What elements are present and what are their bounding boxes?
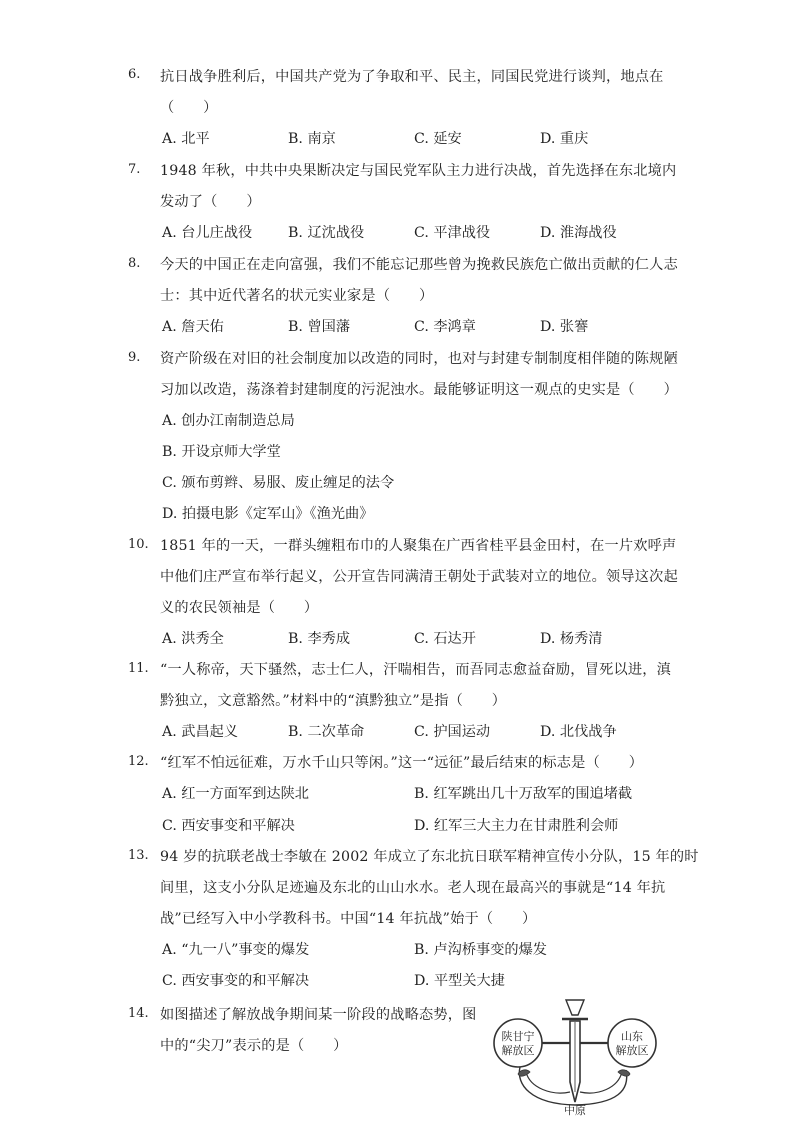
option-a[interactable]: A. “九一八”事变的爆发	[162, 942, 310, 958]
question-text-line: “红军不怕远征难，万水千山只等闲。”这一“远征”最后结束的标志是（ ）	[160, 755, 644, 771]
question-number: 11.	[128, 661, 149, 676]
dagger-icon	[562, 1000, 588, 1102]
option-d[interactable]: D. 拍摄电影《定军山》《渔光曲》	[162, 506, 374, 522]
question-text-line: 今天的中国正在走向富强，我们不能忘记那些曾为挽救民族危亡做出贡献的仁人志	[160, 257, 678, 273]
question-text-line: 中他们庄严宣布举行起义，公开宣告同满清王朝处于武装对立的地位。领导这次起	[160, 569, 678, 585]
option-a[interactable]: A. 红一方面军到达陕北	[162, 786, 309, 802]
option-a[interactable]: A. 武昌起义	[162, 724, 239, 740]
option-b[interactable]: B. 红军跳出几十万敌军的围追堵截	[414, 786, 633, 802]
question-text-line: 间里，这支小分队足迹遍及东北的山山水水。老人现在最高兴的事就是“14 年抗	[160, 880, 666, 896]
question-number: 10.	[128, 537, 149, 552]
left-region-label-2: 解放区	[501, 1044, 535, 1057]
right-region-label-2: 解放区	[615, 1044, 649, 1057]
question-text-line: 1948 年秋，中共中央果断决定与国民党军队主力进行决战，首先选择在东北境内	[160, 163, 677, 179]
question-text-line: 士：其中近代著名的状元实业家是（ ）	[160, 288, 434, 304]
option-a[interactable]: A. 詹天佑	[162, 319, 224, 335]
question-number: 8.	[128, 256, 141, 271]
option-c[interactable]: C. 西安事变和平解决	[162, 818, 295, 834]
option-b[interactable]: B. 曾国藩	[288, 319, 351, 335]
question-text-line: 战”已经写入中小学教科书。中国“14 年抗战”始于（ ）	[160, 911, 537, 927]
option-b[interactable]: B. 卢沟桥事变的爆发	[414, 942, 547, 958]
question-number: 9.	[128, 350, 141, 365]
option-d[interactable]: D. 杨秀清	[540, 631, 603, 647]
option-a[interactable]: A. 创办江南制造总局	[162, 413, 295, 429]
question-text-line: 资产阶级在对旧的社会制度加以改造的同时，也对与封建专制制度相伴随的陈规陋	[160, 351, 678, 367]
option-a[interactable]: A. 台儿庄战役	[162, 225, 253, 241]
option-b[interactable]: B. 开设京师大学堂	[162, 444, 281, 460]
option-b[interactable]: B. 南京	[288, 131, 336, 147]
left-arm-line	[526, 1072, 570, 1093]
option-d[interactable]: D. 重庆	[540, 131, 589, 147]
option-c[interactable]: C. 颁布剪辫、易服、废止缠足的法令	[162, 475, 395, 491]
option-c[interactable]: C. 延安	[414, 131, 462, 147]
left-region-label-1: 陕甘宁	[501, 1030, 535, 1043]
right-region-label-1: 山东	[621, 1030, 643, 1043]
question-text-line: 黔独立，文意豁然。”材料中的“滇黔独立”是指（ ）	[160, 693, 507, 709]
question-text-line: 中的“尖刀”表示的是（ ）	[160, 1038, 348, 1054]
question-number: 7.	[128, 162, 141, 177]
option-d[interactable]: D. 红军三大主力在甘肃胜利会师	[414, 818, 619, 834]
option-c[interactable]: C. 平津战役	[414, 225, 491, 241]
right-arm-line	[580, 1072, 622, 1093]
question-text-line: 抗日战争胜利后，中国共产党为了争取和平、民主，同国民党进行谈判，地点在	[160, 69, 664, 85]
question-text-line: 1851 年的一天，一群头缠粗布巾的人聚集在广西省桂平县金田村，在一片欢呼声	[160, 538, 677, 554]
strategic-situation-figure	[490, 992, 670, 1116]
question-text-line: 发动了（ ）	[160, 194, 261, 210]
option-b[interactable]: B. 二次革命	[288, 724, 365, 740]
option-d[interactable]: D. 北伐战争	[540, 724, 617, 740]
option-d[interactable]: D. 淮海战役	[540, 225, 617, 241]
question-text-line: （ ）	[160, 100, 218, 116]
option-b[interactable]: B. 辽沈战役	[288, 225, 365, 241]
right-hand-icon	[618, 1070, 630, 1076]
right-region-circle	[608, 1019, 656, 1067]
option-c[interactable]: C. 石达开	[414, 631, 476, 647]
option-c[interactable]: C. 西安事变的和平解决	[162, 973, 310, 989]
question-text-line: 义的农民领袖是（ ）	[160, 600, 319, 616]
central-plains-label: 中原	[564, 1104, 586, 1116]
question-number: 6.	[128, 67, 141, 82]
question-text-line: 94 岁的抗联老战士李敏在 2002 年成立了东北抗日联军精神宣传小分队，15 年的时	[160, 849, 699, 865]
option-a[interactable]: A. 洪秀全	[162, 631, 224, 647]
option-c[interactable]: C. 护国运动	[414, 724, 491, 740]
question-number: 12.	[128, 754, 149, 769]
question-number: 14.	[128, 1006, 149, 1021]
option-a[interactable]: A. 北平	[162, 131, 210, 147]
option-c[interactable]: C. 李鸿章	[414, 319, 476, 335]
question-text-line: 习加以改造，荡涤着封建制度的污泥浊水。最能够证明这一观点的史实是（ ）	[160, 382, 678, 398]
question-text-line: 如图描述了解放战争期间某一阶段的战略态势，图	[160, 1007, 477, 1023]
option-d[interactable]: D. 平型关大捷	[414, 973, 505, 989]
question-number: 13.	[128, 848, 149, 863]
left-region-circle	[494, 1019, 542, 1067]
option-b[interactable]: B. 李秀成	[288, 631, 351, 647]
option-d[interactable]: D. 张謇	[540, 319, 589, 335]
question-text-line: “一人称帝，天下骚然，志士仁人，汗喘相告，而吾同志愈益奋励，冒死以进，滇	[160, 662, 672, 678]
